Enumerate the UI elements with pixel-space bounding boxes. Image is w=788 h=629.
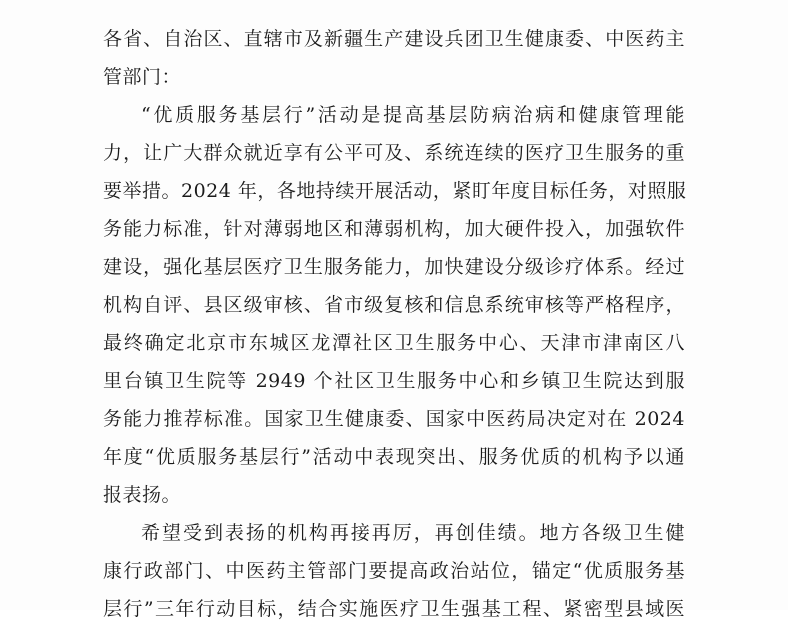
paragraph-1-line-6: 机构自评、县区级审核、省市级复核和信息系统审核等严格程序， [103, 294, 685, 316]
paragraph-1-line-9: 务能力推荐标准。国家卫生健康委、国家中医药局决定对在 2024 [103, 408, 685, 430]
paragraph-1-line-7: 最终确定北京市东城区龙潭社区卫生服务中心、天津市津南区八 [103, 332, 685, 354]
paragraph-2-line-1: 希望受到表扬的机构再接再厉，再创佳绩。地方各级卫生健 [141, 522, 685, 544]
text-line-2: 管部门： [103, 66, 182, 88]
paragraph-1-line-5: 建设，强化基层医疗卫生服务能力，加快建设分级诊疗体系。经过 [103, 256, 685, 278]
paragraph-1-line-4: 务能力标准，针对薄弱地区和薄弱机构，加大硬件投入，加强软件 [103, 218, 685, 240]
paragraph-1-line-1: “优质服务基层行”活动是提高基层防病治病和健康管理能 [141, 104, 685, 126]
text-line-1: 各省、自治区、直辖市及新疆生产建设兵团卫生健康委、中医药主 [103, 28, 685, 50]
paragraph-2-line-2: 康行政部门、中医药主管部门要提高政治站位，锚定“优质服务基 [103, 560, 685, 582]
paragraph-1-line-2: 力，让广大群众就近享有公平可及、系统连续的医疗卫生服务的重 [103, 142, 685, 164]
paragraph-2-line-3: 层行”三年行动目标，结合实施医疗卫生强基工程、紧密型县域医 [103, 598, 685, 620]
paragraph-1-line-10: 年度“优质服务基层行”活动中表现突出、服务优质的机构予以通 [103, 446, 685, 468]
paragraph-1-line-8: 里台镇卫生院等 2949 个社区卫生服务中心和乡镇卫生院达到服 [103, 370, 685, 392]
paragraph-1-line-3: 要举措。2024 年，各地持续开展活动，紧盯年度目标任务，对照服 [103, 180, 687, 202]
paragraph-1-line-11: 报表扬。 [103, 484, 182, 506]
